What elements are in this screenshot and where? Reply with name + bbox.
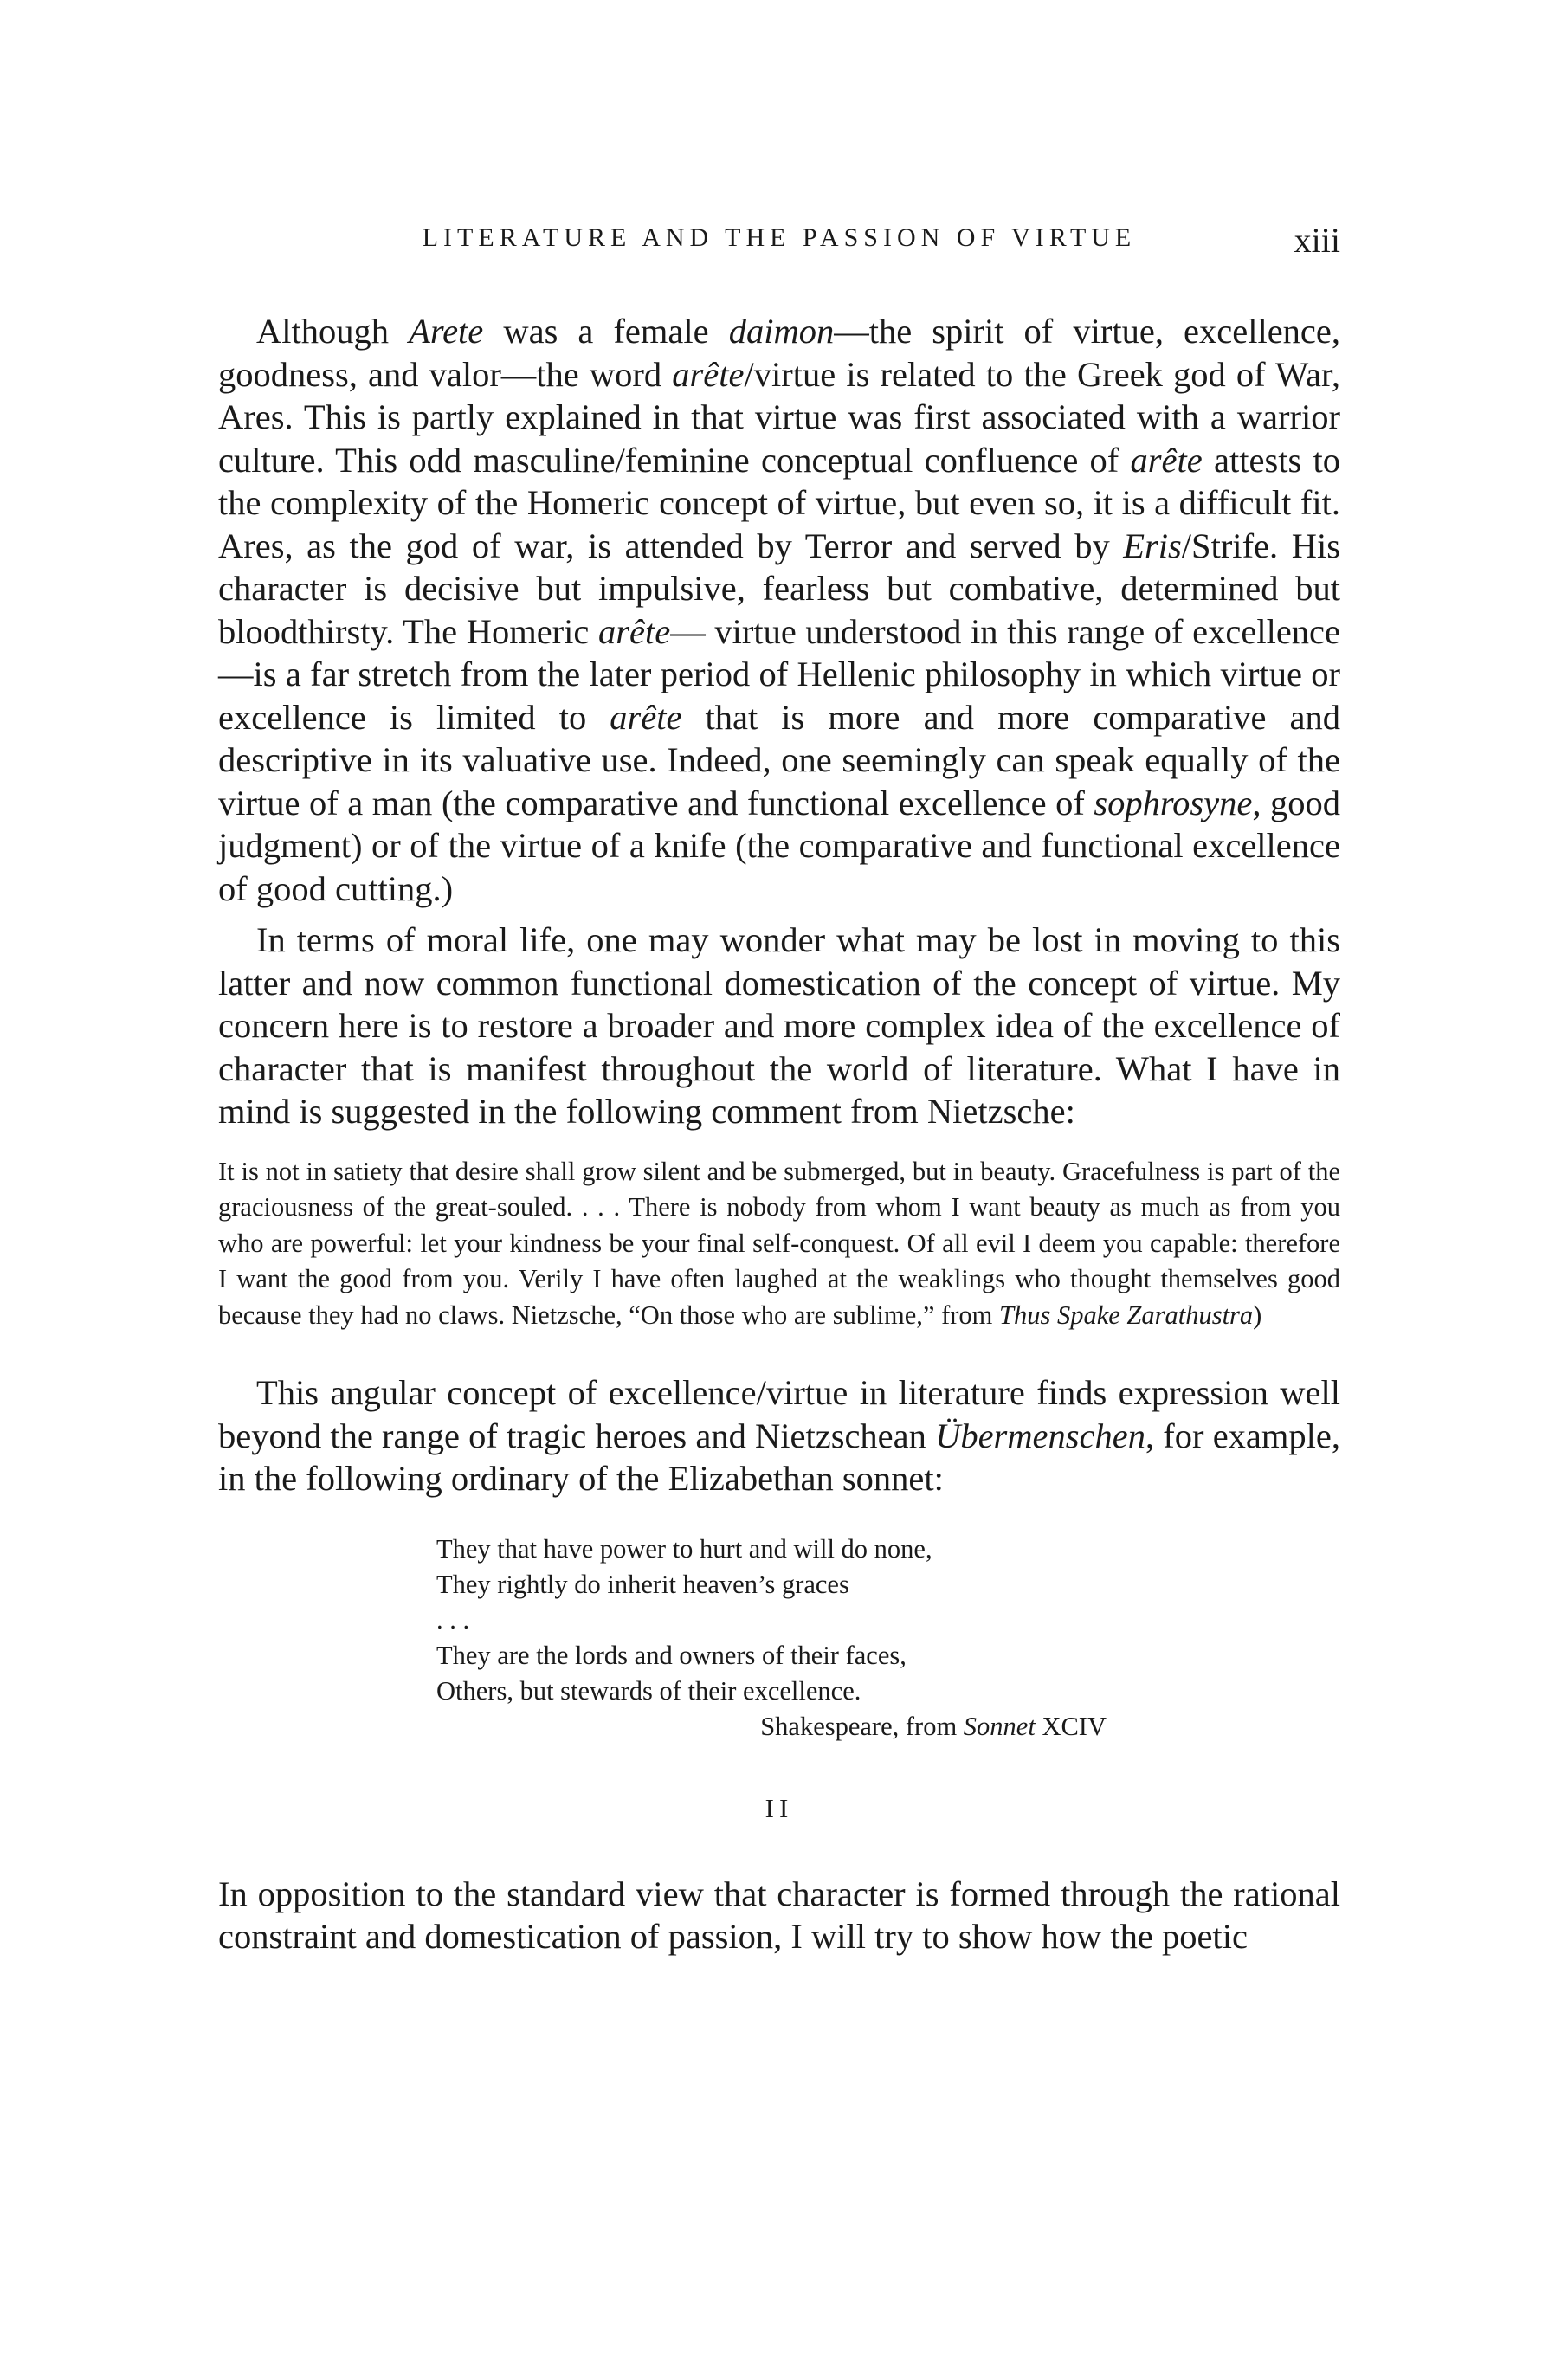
paragraph-angular-concept	[218, 1371, 1340, 1500]
poem-line: Others, but stewards of their excellence.	[436, 1675, 861, 1706]
paragraph-arete	[218, 310, 1340, 910]
italic-term: sophrosyne	[1094, 783, 1253, 822]
text-run: , good judgment) or of the virtue of a knife (the comparative and functional excellence of good cutting.)	[218, 783, 1340, 908]
italic-term: daimon	[728, 312, 835, 351]
poem-attribution	[436, 1709, 1107, 1745]
page-body	[218, 310, 1340, 1958]
paragraph-moral-life: In terms of moral life, one may wonder what may be lost in moving to this latter and now common functional domestication of the concept of virtue. My concern here is to restore a broader and more complex idea of the excellence of character that is manifest throughout the world of literature. What I have in mind is suggested in the following comment from Nietzsche:	[218, 920, 1340, 1131]
italic-term: arête	[1130, 440, 1203, 480]
nietzsche-block-quote	[218, 1154, 1340, 1334]
text-run: attests to the complexity of the Homeric concept of virtue, but even so, it is a difficult fit. Ares, as the god of war, is attended by Terror and served by	[218, 440, 1340, 565]
text-run: — virtue understood in this range of excellence—is a far stretch from the later period of Hellenic philosophy in which virtue or excellence is limited to	[218, 611, 1340, 737]
poem-line: . . .	[436, 1604, 470, 1635]
text-run: —the spirit of virtue, excellence, goodness, and valor—the word	[218, 312, 1340, 394]
poem-line: They are the lords and owners of their faces,	[436, 1640, 907, 1670]
italic-term: arête	[610, 697, 682, 737]
text-run: Although	[256, 312, 410, 351]
italic-title: Thus Spake Zarathustra	[998, 1300, 1254, 1330]
italic-term: arête	[672, 354, 745, 394]
text-run: /Strife. His character is decisive but impulsive, fearless but combative, determined but bloodthirsty. The Homeric	[218, 526, 1340, 651]
text-run: , for example, in the following ordinary of the Elizabethan sonnet:	[218, 1416, 1341, 1498]
italic-title: Sonnet	[963, 1711, 1036, 1741]
text-run: XCIV	[1035, 1711, 1107, 1741]
text-run: /virtue is related to the Greek god of War, Ares. This is partly explained in that virtue was first associated with a warrior culture. This odd masculine/feminine conceptual confluence of	[218, 354, 1341, 480]
italic-term: Übermenschen	[935, 1416, 1145, 1455]
text-run: This angular concept of excellence/virtue in literature finds expression well beyond the range of tragic heroes and Nietzschean	[218, 1373, 1340, 1455]
poem-line: They rightly do inherit heaven’s graces	[436, 1569, 849, 1599]
text-run: )	[1253, 1300, 1262, 1330]
running-head	[218, 223, 1340, 267]
text-run: that is more and more comparative and descriptive in its valuative use. Indeed, one seemingly can speak equally of the virtue of a man (the comparative and functional excellence of	[218, 697, 1340, 822]
paragraph-opposition: In opposition to the standard view that character is formed through the rational constraint and domestication of passion, I will try to show how the poetic	[218, 1874, 1340, 1956]
italic-term: Eris	[1123, 526, 1182, 565]
italic-term: Arete	[409, 312, 484, 351]
section-number: II	[765, 1792, 794, 1823]
text-run: It is not in satiety that desire shall grow silent and be submerged, but in beauty. Gracefulness is part of the graciousness of the great-souled. . . . There is nobody from whom I want beauty as much as from you who are powerful: let your kindness be your final self-conquest. Of all evil I deem you capable: therefore I want the good from you. Verily I have often laughed at the weaklings who thought themselves good because they had no claws. Nietzsche, “On those who are sublime,” from	[218, 1156, 1340, 1330]
page-number: xiii	[1294, 221, 1340, 260]
italic-term: arête	[598, 611, 671, 651]
text-run: was a female	[483, 312, 729, 351]
running-title: LITERATURE AND THE PASSION OF VIRTUE	[422, 223, 1137, 252]
text-run: Shakespeare, from	[760, 1711, 964, 1741]
sonnet-excerpt	[436, 1532, 1107, 1745]
poem-line: They that have power to hurt and will do none,	[436, 1533, 932, 1564]
